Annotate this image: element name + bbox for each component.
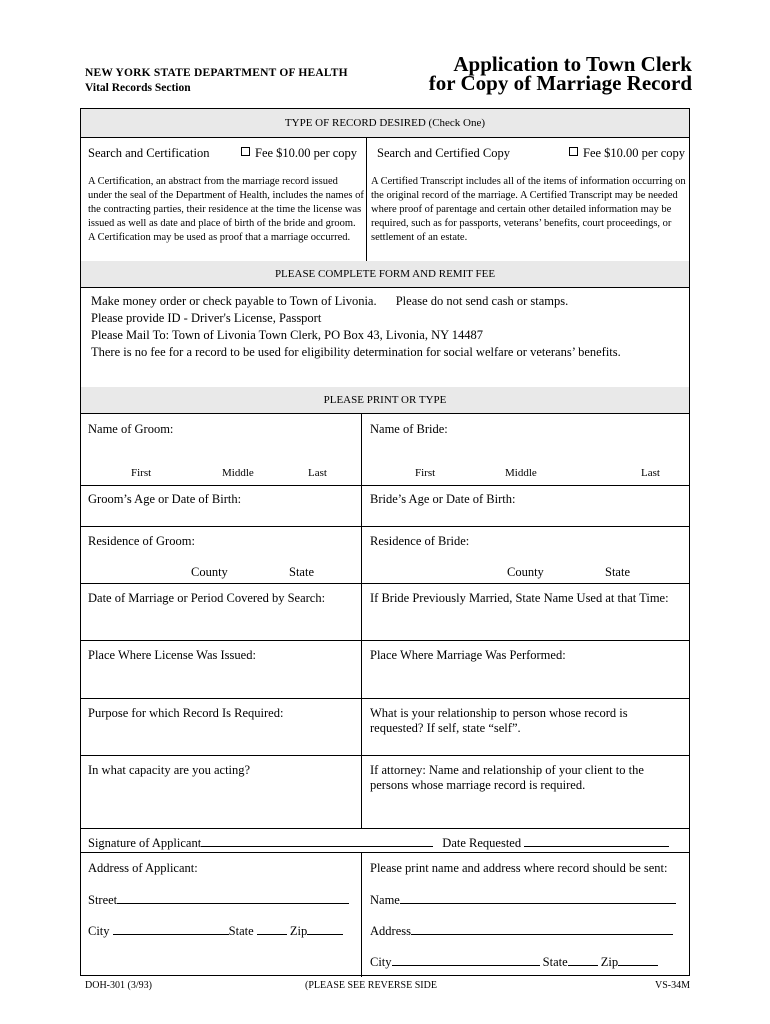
no-cash-text: Please do not send cash or stamps. (395, 294, 569, 308)
groom-last-label: Last (308, 467, 327, 479)
certified-copy-description: A Certified Transcript includes all of the items of information occurring on the original record of the marriage. A Certified Transcript may be needed where proof of parentage and certain other detailed information may be required, such as for passports, veterans’ benefits, court proceedings, or settlement of an estate. (371, 176, 686, 243)
bride-first-label: First (415, 467, 436, 479)
signature-field[interactable] (201, 834, 433, 847)
record-type-heading: TYPE OF RECORD DESIRED (Check One) (81, 109, 689, 137)
groom-county-label: County (191, 565, 228, 579)
id-instruction: Please provide ID - Driver's License, Passport (91, 311, 322, 325)
address-label: Address (370, 924, 411, 938)
relationship-label: What is your relationship to person whose record is requested? If self, state “self”. (370, 706, 628, 735)
date-of-marriage-label: Date of Marriage or Period Covered by Search: (88, 591, 326, 605)
form-code: VS-34M (654, 980, 690, 991)
recipient-city-field[interactable] (392, 953, 540, 966)
bride-age-label: Bride’s Age or Date of Birth: (370, 492, 516, 506)
recipient-state-label: State (542, 955, 568, 969)
groom-age-label: Groom’s Age or Date of Birth: (88, 492, 242, 506)
reverse-side-note: (PLEASE SEE REVERSE SIDE (305, 980, 437, 991)
payment-instruction (91, 294, 568, 309)
recipient-state-field[interactable] (568, 953, 598, 966)
street-label: Street (88, 893, 118, 907)
attorney-label: If attorney: Name and relationship of your client to the persons whose marriage record is required. (370, 763, 644, 792)
certification-fee-checkbox[interactable] (241, 146, 357, 161)
send-to-label: Please print name and address where record should be sent: (370, 861, 668, 875)
recipient-city-label: City (370, 955, 392, 969)
street-row (88, 891, 349, 908)
name-label: Name (370, 893, 400, 907)
address-field[interactable] (411, 922, 673, 935)
bride-residence-label: Residence of Bride: (370, 534, 470, 548)
groom-middle-label: Middle (222, 467, 254, 479)
checkbox-icon[interactable] (569, 147, 578, 156)
certification-description: A Certification, an abstract from the marriage record issued under the seal of the Department of Health, includes the names of the contracting parties, their residence at the time the license was issued as well as date and place of birth of the bride and groom. A Certification may be used as proof that a marriage occurred. (88, 176, 364, 243)
state-label: State (228, 924, 254, 938)
city-field[interactable] (113, 922, 229, 935)
form-title-line2: for Copy of Marriage Record (428, 71, 692, 95)
agency-name: NEW YORK STATE DEPARTMENT OF HEALTH (85, 67, 348, 79)
state-field[interactable] (257, 922, 287, 935)
bride-last-label: Last (641, 467, 660, 479)
payable-text: Make money order or check payable to Town of Livonia. (91, 294, 377, 308)
certified-copy-option-label: Search and Certified Copy (377, 146, 510, 160)
certified-copy-fee-checkbox[interactable] (569, 146, 685, 161)
city-state-zip-row (88, 922, 343, 939)
certification-option-label: Search and Certification (88, 146, 210, 160)
checkbox-icon[interactable] (241, 147, 250, 156)
groom-state-label: State (289, 565, 314, 579)
mail-to-instruction: Please Mail To: Town of Livonia Town Clerk, PO Box 43, Livonia, NY 14487 (91, 328, 484, 342)
address-row (370, 922, 673, 939)
license-place-label: Place Where License Was Issued: (88, 648, 256, 662)
recipient-zip-label: Zip (600, 955, 619, 969)
street-field[interactable] (117, 891, 349, 904)
marriage-place-label: Place Where Marriage Was Performed: (370, 648, 566, 662)
section-name: Vital Records Section (85, 82, 191, 94)
capacity-label: In what capacity are you acting? (88, 763, 251, 777)
bride-county-label: County (507, 565, 544, 579)
application-form (80, 108, 690, 976)
date-requested-label: Date Requested (442, 836, 522, 850)
bride-previous-name-label: If Bride Previously Married, State Name Used at that Time: (370, 591, 669, 605)
signature-row (88, 834, 669, 851)
bride-middle-label: Middle (505, 467, 537, 479)
zip-label: Zip (289, 924, 308, 938)
certified-copy-fee: Fee $10.00 per copy (583, 146, 686, 160)
zip-field[interactable] (307, 922, 343, 935)
form-title-line1: Application to Town Clerk (453, 52, 692, 76)
groom-first-label: First (131, 467, 152, 479)
remit-heading: PLEASE COMPLETE FORM AND REMIT FEE (81, 261, 689, 287)
address-applicant-label: Address of Applicant: (88, 861, 198, 875)
certification-fee: Fee $10.00 per copy (255, 146, 358, 160)
groom-residence-label: Residence of Groom: (88, 534, 195, 548)
groom-name-label: Name of Groom: (88, 422, 174, 436)
signature-label: Signature of Applicant (88, 836, 202, 850)
bride-state-label: State (605, 565, 630, 579)
name-field[interactable] (400, 891, 676, 904)
purpose-label: Purpose for which Record Is Required: (88, 706, 284, 720)
fee-exemption-note: There is no fee for a record to be used for eligibility determination for social welfare or veterans’ benefits. (91, 345, 621, 359)
form-number: DOH-301 (3/93) (85, 980, 152, 991)
recipient-city-state-zip-row (370, 953, 658, 970)
city-label: City (88, 924, 110, 938)
name-row (370, 891, 676, 908)
print-heading: PLEASE PRINT OR TYPE (81, 387, 689, 413)
date-requested-field[interactable] (524, 834, 669, 847)
recipient-zip-field[interactable] (618, 953, 658, 966)
bride-name-label: Name of Bride: (370, 422, 448, 436)
